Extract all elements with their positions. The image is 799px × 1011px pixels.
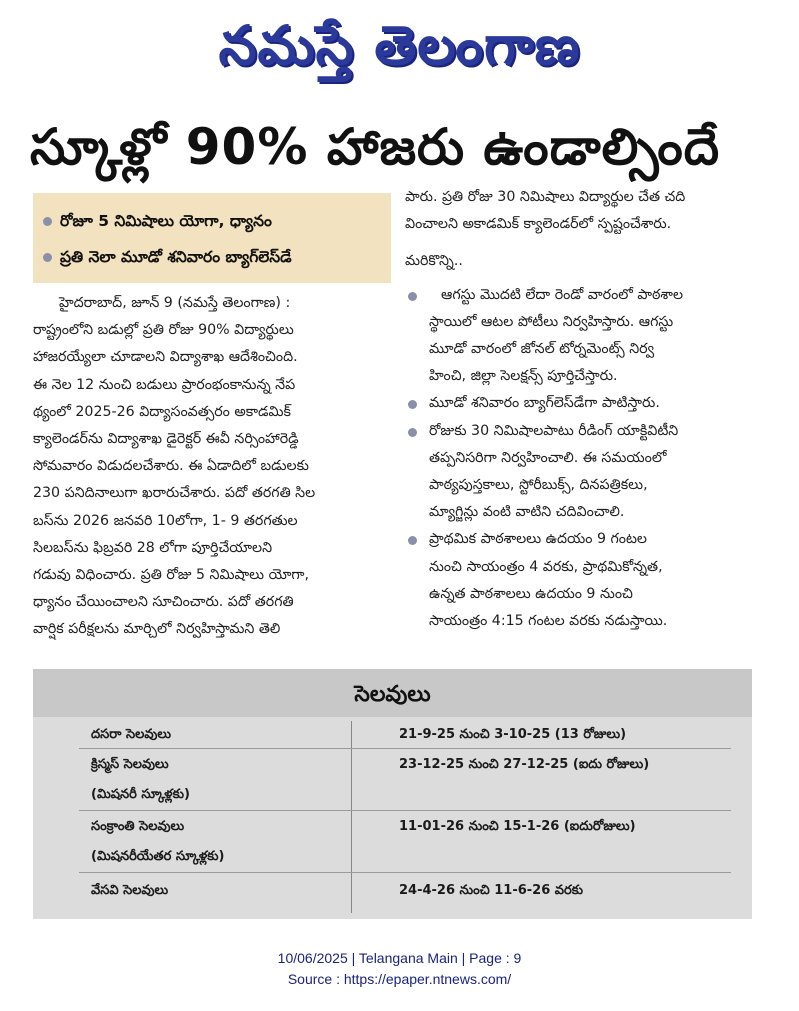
headline: స్కూళ్లో 90% హాజరు ఉండాల్సిందే [30, 118, 721, 176]
holiday-name: క్రిస్మస్ సెలవులు [91, 757, 169, 772]
list-line: సాయంత్రం 4:15 గంటల వరకు నడుస్తాయి. [429, 613, 668, 630]
masthead-logo [0, 8, 799, 84]
article-line: ధ్యానం చేయించాలని సూచించారు. పదో తరగతి [33, 594, 294, 611]
footer-edition: 10/06/2025 | Telangana Main | Page : 9 [277, 950, 522, 966]
highlight-box [33, 193, 391, 283]
holiday-note: (మిషనరీ స్కూళ్లకు) [91, 787, 190, 802]
article-line: పారు. ప్రతి రోజు 30 నిమిషాలు విద్యార్థుల చేత చది [405, 189, 686, 205]
holiday-name: వేసవి సెలవులు [91, 883, 169, 898]
list-line: మూడో శనివారం బ్యాగ్‌లెస్‌డేగా పాటిస్తారు. [429, 395, 660, 412]
article-line: థ్యంలో 2025-26 విద్యాసంవత్సరం అకాడమిక్ [33, 403, 291, 420]
article-line: ఈ నెల 12 నుంచి బడులు ప్రారంభంకానున్న నేప [33, 376, 296, 393]
holidays-table [33, 669, 752, 919]
list-line: ఆగస్టు మొదటి లేదా రెండో వారంలో పాఠశాల [441, 286, 684, 303]
list-line: రోజుకు 30 నిమిషాలపాటు రీడింగ్ యాక్టివిటీని [429, 422, 679, 439]
list-item [405, 390, 770, 417]
bullet-icon [408, 292, 417, 301]
article-line: గడువు విధించారు. ప్రతి రోజు 5 నిమిషాలు యోగా, [33, 567, 309, 584]
bullet-icon [43, 217, 52, 226]
list-line: తప్పనిసరిగా నిర్వహించాలి. ఈ సమయంలో [429, 449, 667, 466]
list-line: ఉన్నత పాఠశాలలు ఉదయం 9 నుంచి [429, 585, 633, 602]
list-line: ప్రాథమిక పాఠశాలలు ఉదయం 9 గంటల [429, 531, 647, 548]
list-item [405, 282, 770, 391]
article-line: వించాలని అకాడమిక్ క్యాలెండర్‌లో స్పష్టంచేశారు. [405, 216, 672, 233]
article-line: సోమవారం విడుదలచేశారు. ఈ ఏడాదిలో బడులకు [33, 458, 309, 475]
article-right-column [405, 184, 770, 635]
bullet-icon [408, 428, 417, 437]
list-item [405, 418, 770, 527]
article-line: క్యాలెండర్‌ను విద్యాశాఖ డైరెక్టర్ ఈవీ నర్సింహారెడ్డి [33, 431, 299, 448]
holidays-title: సెలవులు [33, 669, 752, 717]
holiday-dates: 23-12-25 నుంచి 27-12-25 (ఐదు రోజులు) [399, 757, 650, 772]
list-line: మ్యాగ్జిన్లు వంటి వాటిని చదివించాలి. [429, 504, 625, 521]
list-line: స్థాయిలో ఆటల పోటీలు నిర్వహిస్తారు. ఆగస్టు [429, 313, 674, 330]
article-line: 230 పనిదినాలుగా ఖరారుచేశారు. పదో తరగతి సిల [33, 485, 316, 502]
list-line: పాఠ్యపుస్తకాలు, స్టోరీబుక్స్, దినపత్రికలు, [429, 477, 648, 494]
article-line: వార్షిక పరీక్షలను మార్చిలో నిర్వహిస్తామని తెలి [33, 621, 281, 638]
list-line: హించి, జిల్లా సెలక్షన్స్ పూర్తిచేస్తారు. [429, 368, 618, 385]
holiday-dates: 24-4-26 నుంచి 11-6-26 వరకు [399, 883, 584, 898]
masthead-title: నమస్తే తెలంగాణ [218, 14, 581, 77]
article-line: రాష్ట్రంలోని బడుల్లో ప్రతి రోజు 90% విద్యార్థులు [33, 322, 294, 339]
bullet-icon [408, 536, 417, 545]
bullet-icon [43, 253, 52, 262]
subheading: మరికొన్ని.. [405, 253, 463, 270]
bullet-icon [408, 400, 417, 409]
highlight-item [43, 203, 381, 239]
article-line: బస్‌ను 2026 జనవరి 10లోగా, 1- 9 తరగతుల [33, 512, 298, 529]
table-row [79, 813, 731, 873]
holiday-name: సంక్రాంతి సెలవులు [91, 819, 185, 834]
list-line: నుంచి సాయంత్రం 4 వరకు, ప్రాథమికోన్నత, [429, 558, 663, 575]
list-line: మూడో వారంలో జోనల్ టోర్నమెంట్స్ నిర్వ [429, 341, 655, 358]
table-row [79, 877, 731, 907]
article-line: హైదరాబాద్, జూన్ 9 (నమస్తే తెలంగాణ) : [59, 295, 291, 311]
table-row [79, 751, 731, 811]
highlight-item [43, 239, 381, 275]
holiday-name: దసరా సెలవులు [91, 727, 172, 742]
article-left-column [33, 290, 393, 644]
highlight-text: రోజూ 5 నిమిషాలు యోగా, ధ్యానం [60, 212, 272, 230]
highlight-text: ప్రతి నెలా మూడో శనివారం బ్యాగ్‌లెస్‌డే [60, 248, 292, 266]
table-row [79, 721, 731, 749]
footer-source: Source : https://epaper.ntnews.com/ [287, 971, 512, 987]
article-line: హాజరయ్యేలా చూడాలని విద్యాశాఖ ఆదేశించింది. [33, 349, 298, 366]
holiday-note: (మిషనరీయేతర స్కూళ్లకు) [91, 849, 225, 864]
holiday-dates: 21-9-25 నుంచి 3-10-25 (13 రోజులు) [399, 727, 627, 742]
holiday-dates: 11-01-26 నుంచి 15-1-26 (ఐదురోజులు) [399, 819, 636, 834]
list-item [405, 526, 770, 635]
article-line: సిలబస్‌ను ఫిబ్రవరి 28 లోగా పూర్తిచేయాలని [33, 539, 273, 556]
